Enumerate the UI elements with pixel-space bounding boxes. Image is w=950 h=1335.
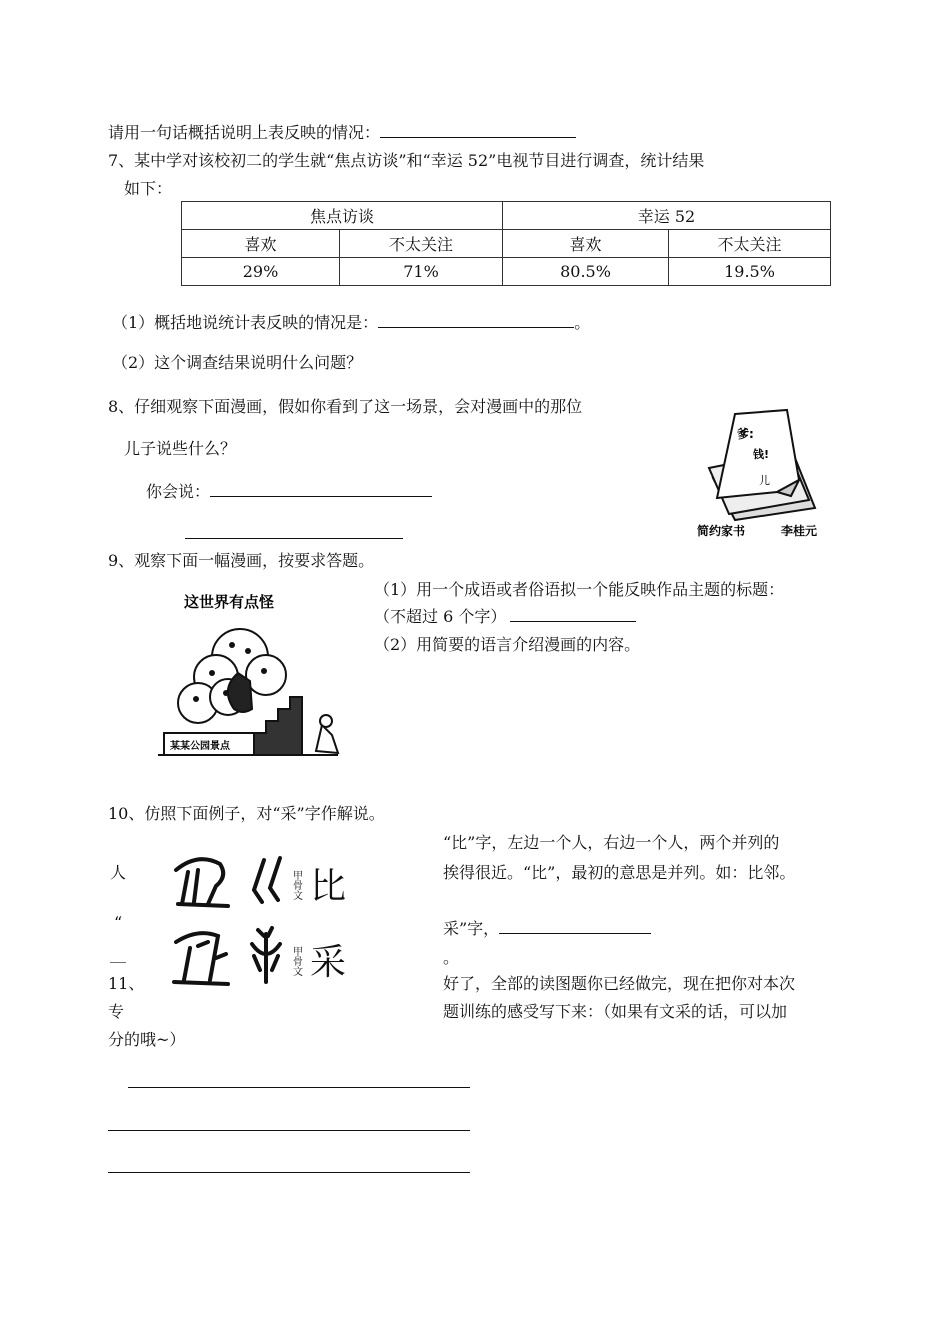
q11-line1: 好了，全部的读图题你已经做完，现在把你对本次 [443, 974, 796, 993]
q7-sub1-prompt: （1）概括地说统计表反映的情况是： [112, 313, 379, 332]
q10-question-line: 10、仿照下面例子，对“采”字作解说。 [108, 804, 385, 823]
q9-question-line: 9、观察下面一幅漫画，按要求答题。 [108, 551, 375, 570]
glyph-modern-cai: 采 [310, 942, 347, 983]
q8-question-line2: 儿子说些什么？ [124, 439, 237, 458]
glyph-modern-bi: 比 [310, 866, 347, 907]
q7-sub1-end: 。 [574, 313, 591, 332]
letter-head-text: 爹: [737, 427, 754, 441]
q10-answer-line [443, 916, 651, 939]
q9-sub1-limit: （不超过 6 个字） [374, 607, 507, 626]
q7-sub2: （2）这个调查结果说明什么问题？ [112, 353, 363, 372]
q10-example-line1: “比”字，左边一个人，右边一个人，两个并列的 [443, 833, 780, 852]
table-cell-value: 80.5% [503, 258, 669, 286]
q10-left-fragment: 11、 [108, 974, 145, 993]
cartoon-author: 李桂元 [781, 524, 818, 538]
q10-left-fragment: “ [114, 913, 123, 932]
glyph-label-bottom: 甲骨文 [290, 946, 302, 976]
q8-answer-label: 你会说： [146, 482, 211, 501]
q8-answer-blank-1[interactable] [210, 480, 432, 497]
table-cell-value: 19.5% [669, 258, 831, 286]
cartoon-title: 这世界有点怪 [184, 593, 275, 611]
q8-question-line1: 8、仔细观察下面漫画，假如你看到了这一场景，会对漫画中的那位 [108, 397, 583, 416]
q6-answer-blank[interactable] [380, 121, 576, 138]
q10-example-line2: 挨得很近。“比”，最初的意思是并列。如：比邻。 [443, 863, 796, 882]
letter-cartoon [695, 408, 835, 543]
q9-sub2: （2）用简要的语言介绍漫画的内容。 [374, 635, 641, 654]
cartoon-caption: 简约家书 [697, 524, 746, 538]
q7-sub1-blank[interactable] [378, 311, 574, 328]
q10-left-fragment: 专 [108, 1002, 125, 1021]
q10-answer-prefix: 采”字， [443, 919, 500, 938]
world-strange-cartoon [138, 585, 360, 770]
cartoon-sign-text: 某某公园景点 [170, 741, 230, 752]
q6-summary-prompt: 请用一句话概括说明上表反映的情况： [108, 123, 381, 142]
q9-sub1-line2 [374, 604, 636, 627]
q11-line2: 题训练的感受写下来：（如果有文采的话，可以加 [443, 1002, 788, 1021]
survey-table [181, 201, 831, 286]
glyph-label-top: 甲骨文 [290, 870, 302, 900]
q7-sub1-line [112, 310, 590, 333]
q10-left-fragment: __ [110, 944, 126, 963]
letter-body-text: 钱! [753, 448, 770, 461]
table-subheader-like-1: 喜欢 [182, 230, 340, 258]
q11-answer-line-2[interactable] [108, 1130, 470, 1131]
table-header-jiaodian: 焦点访谈 [182, 202, 503, 230]
q6-summary-line [108, 120, 576, 143]
q9-title-blank[interactable] [510, 605, 636, 622]
table-header-xingyun: 幸运 52 [503, 202, 831, 230]
q10-answer-end: 。 [443, 948, 460, 967]
letter-sign-text: 儿 [759, 474, 770, 487]
table-subheader-notcare-2: 不太关注 [669, 230, 831, 258]
q9-sub1-line1: （1）用一个成语或者俗语拟一个能反映作品主题的标题： [374, 580, 785, 599]
q10-answer-blank[interactable] [499, 917, 651, 934]
oracle-glyphs-illustration [168, 846, 368, 996]
q8-answer-blank-2[interactable] [185, 538, 403, 539]
table-subheader-notcare-1: 不太关注 [340, 230, 503, 258]
table-cell-value: 29% [182, 258, 340, 286]
q11-line3: 分的哦~） [108, 1030, 186, 1049]
table-subheader-like-2: 喜欢 [503, 230, 669, 258]
q8-answer-line [146, 479, 432, 502]
q10-left-fragment: 人 [110, 863, 127, 882]
q7-question-line1: 7、某中学对该校初二的学生就“焦点访谈”和“幸运 52”电视节目进行调查，统计结果 [108, 151, 705, 170]
q11-answer-line-3[interactable] [108, 1172, 470, 1173]
q11-answer-line-1[interactable] [128, 1087, 470, 1088]
q7-question-line2: 如下： [124, 179, 173, 198]
table-cell-value: 71% [340, 258, 503, 286]
